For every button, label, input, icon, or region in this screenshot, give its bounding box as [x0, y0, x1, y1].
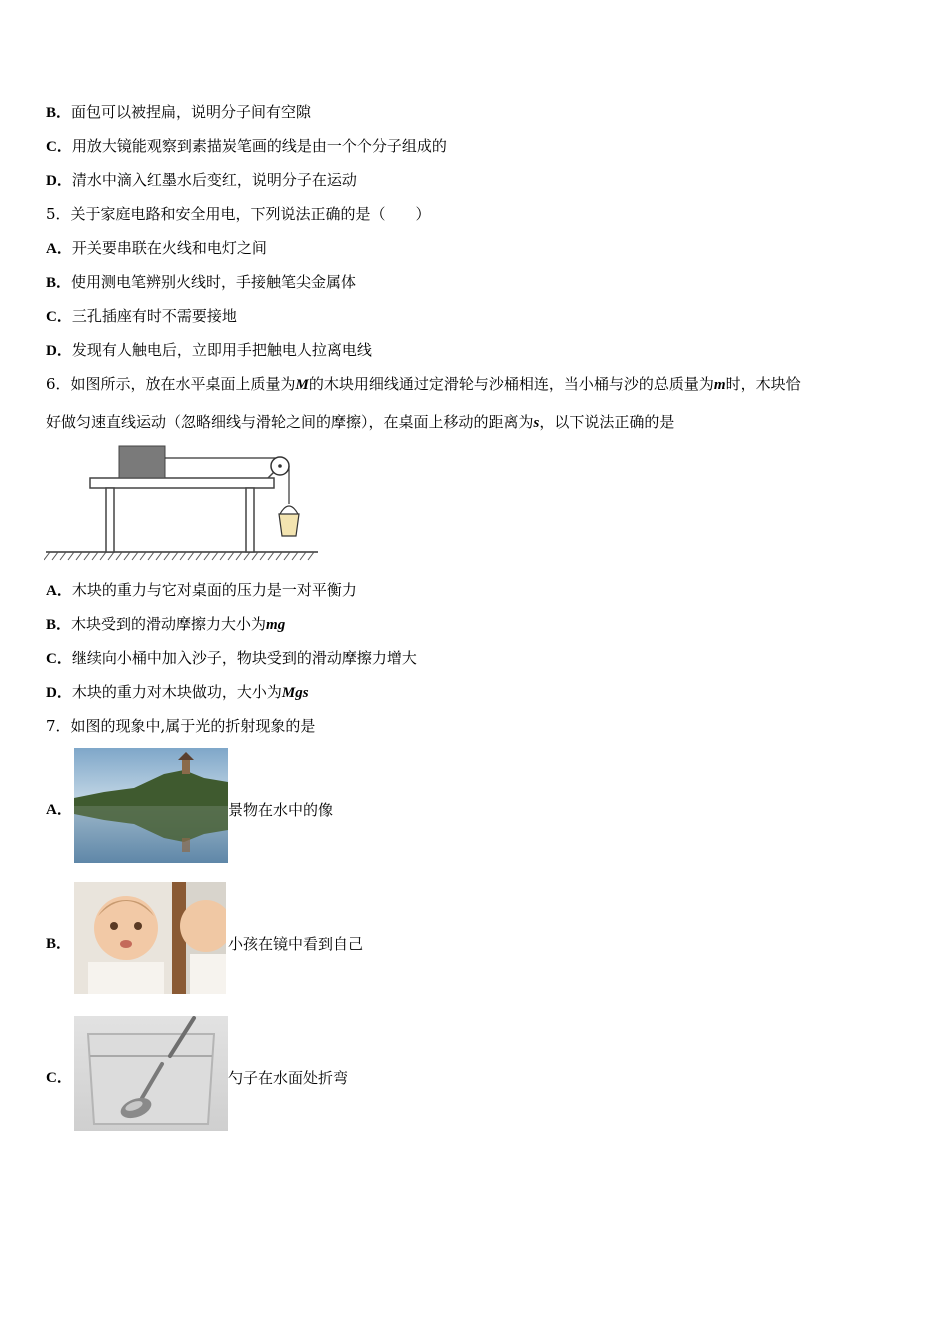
q6-option-c: C．继续向小桶中加入沙子，物块受到的滑动摩擦力增大: [46, 649, 417, 667]
q6-option-a: A．木块的重力与它对桌面的压力是一对平衡力: [46, 581, 357, 599]
spoon-in-glass-image: [74, 1016, 228, 1131]
q7-option-b-caption: 小孩在镜中看到自己: [228, 935, 364, 953]
table-top: [90, 478, 274, 488]
lake-reflection-image: [74, 748, 228, 863]
table-leg-right: [246, 488, 254, 552]
q6-option-d: D．木块的重力对木块做功，大小为Mgs: [46, 683, 309, 701]
q5-option-c: C．三孔插座有时不需要接地: [46, 307, 237, 325]
wooden-block: [119, 446, 165, 478]
q5-option-a: A．开关要串联在火线和电灯之间: [46, 239, 267, 257]
q7-option-c-caption: 勺子在水面处折弯: [228, 1069, 349, 1087]
q6-stem-line1: 6．如图所示，放在水平桌面上质量为M的木块用细线通过定滑轮与沙桶相连，当小桶与沙的总质量为m时，木块恰: [46, 375, 801, 393]
child-mirror-image: [74, 882, 226, 994]
q7-option-c-label: C．: [46, 1070, 72, 1086]
q7-option-a-caption: 景物在水中的像: [228, 801, 334, 819]
q4-option-d: D．清水中滴入红墨水后变红，说明分子在运动: [46, 171, 357, 189]
q7-option-b-label: B．: [46, 936, 72, 952]
table-leg-left: [106, 488, 114, 552]
bucket-handle: [280, 506, 298, 514]
q4-option-c: C．用放大镜能观察到素描炭笔画的线是由一个个分子组成的: [46, 137, 447, 155]
q5-option-d: D．发现有人触电后，立即用手把触电人拉离电线: [46, 341, 372, 359]
q6-option-b: B．木块受到的滑动摩擦力大小为mg: [46, 615, 286, 633]
q4-option-b: B．面包可以被捏扁，说明分子间有空隙: [46, 103, 312, 121]
pulley-axle: [278, 464, 282, 468]
q6-stem-line2: 好做匀速直线运动（忽略细线与滑轮之间的摩擦），在桌面上移动的距离为s，以下说法正确的是: [46, 413, 675, 431]
q6-pulley-diagram: [44, 440, 324, 566]
q7-option-a-label: A．: [46, 802, 72, 818]
sand-bucket: [279, 514, 299, 536]
q5-option-b: B．使用测电笔辨别火线时，手接触笔尖金属体: [46, 273, 357, 291]
q5-stem: 5．关于家庭电路和安全用电，下列说法正确的是（ ）: [46, 205, 431, 223]
q7-stem: 7．如图的现象中,属于光的折射现象的是: [46, 717, 316, 735]
ground-hatching: [44, 552, 314, 560]
